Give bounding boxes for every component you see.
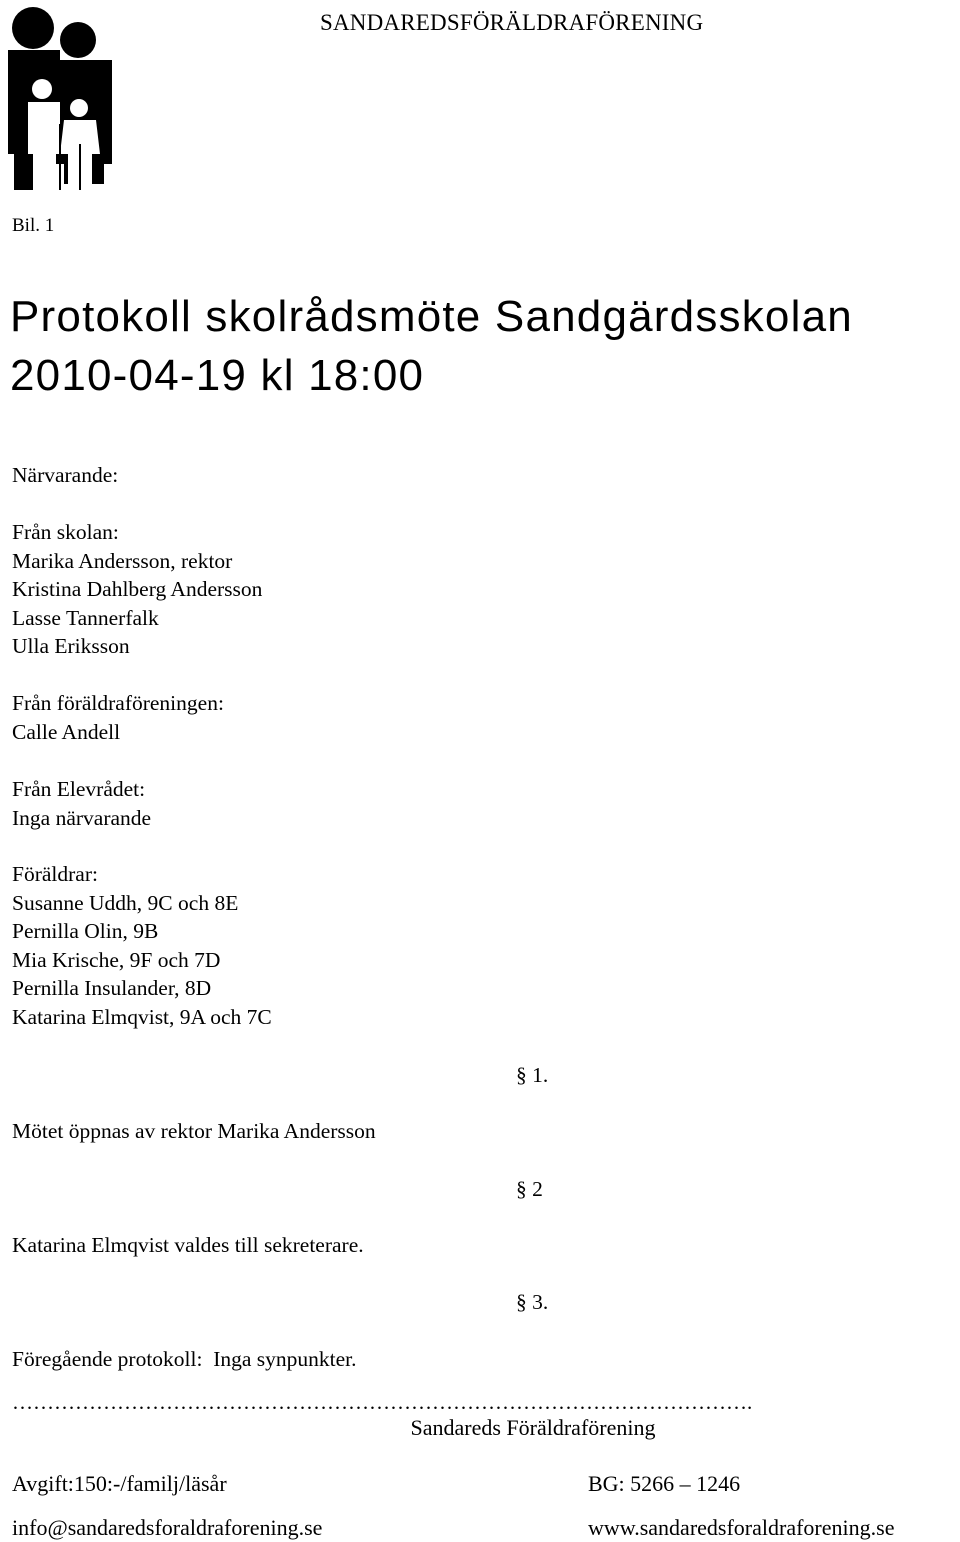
footer-divider-dots: ……………………………………………………………………………………………. (12, 1390, 753, 1414)
parent-member: Katarina Elmqvist, 9A och 7C (12, 1004, 272, 1029)
family-logo (4, 4, 114, 190)
organization-header: SANDAREDSFÖRÄLDRAFÖRENING (320, 10, 704, 35)
website-url: www.sandaredsforaldraforening.se (588, 1515, 895, 1540)
school-member: Ulla Eriksson (12, 634, 130, 658)
parent-member: Pernilla Olin, 9B (12, 919, 159, 943)
attendance-student-council-group (12, 775, 151, 832)
membership-fee: Avgift:150:-/familj/läsår (12, 1471, 227, 1496)
parents-label: Föräldrar: (12, 862, 98, 886)
section-number-1: § 1. (516, 1063, 549, 1087)
attachment-label: Bil. 1 (12, 215, 55, 236)
attendance-association-group (12, 689, 224, 746)
bankgiro-number: BG: 5266 – 1246 (588, 1471, 741, 1496)
association-member: Calle Andell (12, 719, 121, 744)
student-council-label: Från Elevrådet: (12, 777, 146, 801)
attendance-heading (12, 461, 118, 490)
attendance-parents-group (12, 860, 272, 1031)
student-council-member: Inga närvarande (12, 805, 152, 830)
parent-member: Pernilla Insulander, 8D (12, 976, 212, 1000)
section-text-3: Föregående protokoll: Inga synpunkter. (12, 1347, 357, 1371)
parent-member: Mia Krische, 9F och 7D (12, 947, 221, 972)
school-member: Kristina Dahlberg Andersson (12, 577, 263, 601)
attendance-school-group (12, 518, 262, 661)
section-text-1: Mötet öppnas av rektor Marika Andersson (12, 1119, 376, 1143)
section-text-2: Katarina Elmqvist valdes till sekreterare. (12, 1233, 364, 1257)
parent-member: Susanne Uddh, 9C och 8E (12, 890, 239, 915)
school-label: Från skolan: (12, 520, 119, 544)
contact-email: info@sandaredsforaldraforening.se (12, 1515, 323, 1540)
section-number-3: § 3. (516, 1290, 549, 1314)
attendance-heading-text: Närvarande: (12, 463, 119, 487)
document-title: Protokoll skolrådsmöte Sandgärdsskolan (10, 292, 853, 341)
footer-organization: Sandareds Föräldraförening (410, 1415, 656, 1440)
document-date: 2010-04-19 kl 18:00 (10, 351, 425, 400)
school-member: Lasse Tannerfalk (12, 605, 159, 630)
section-number-2: § 2 (516, 1177, 543, 1201)
school-member: Marika Andersson, rektor (12, 548, 233, 573)
association-label: Från föräldraföreningen: (12, 691, 224, 715)
